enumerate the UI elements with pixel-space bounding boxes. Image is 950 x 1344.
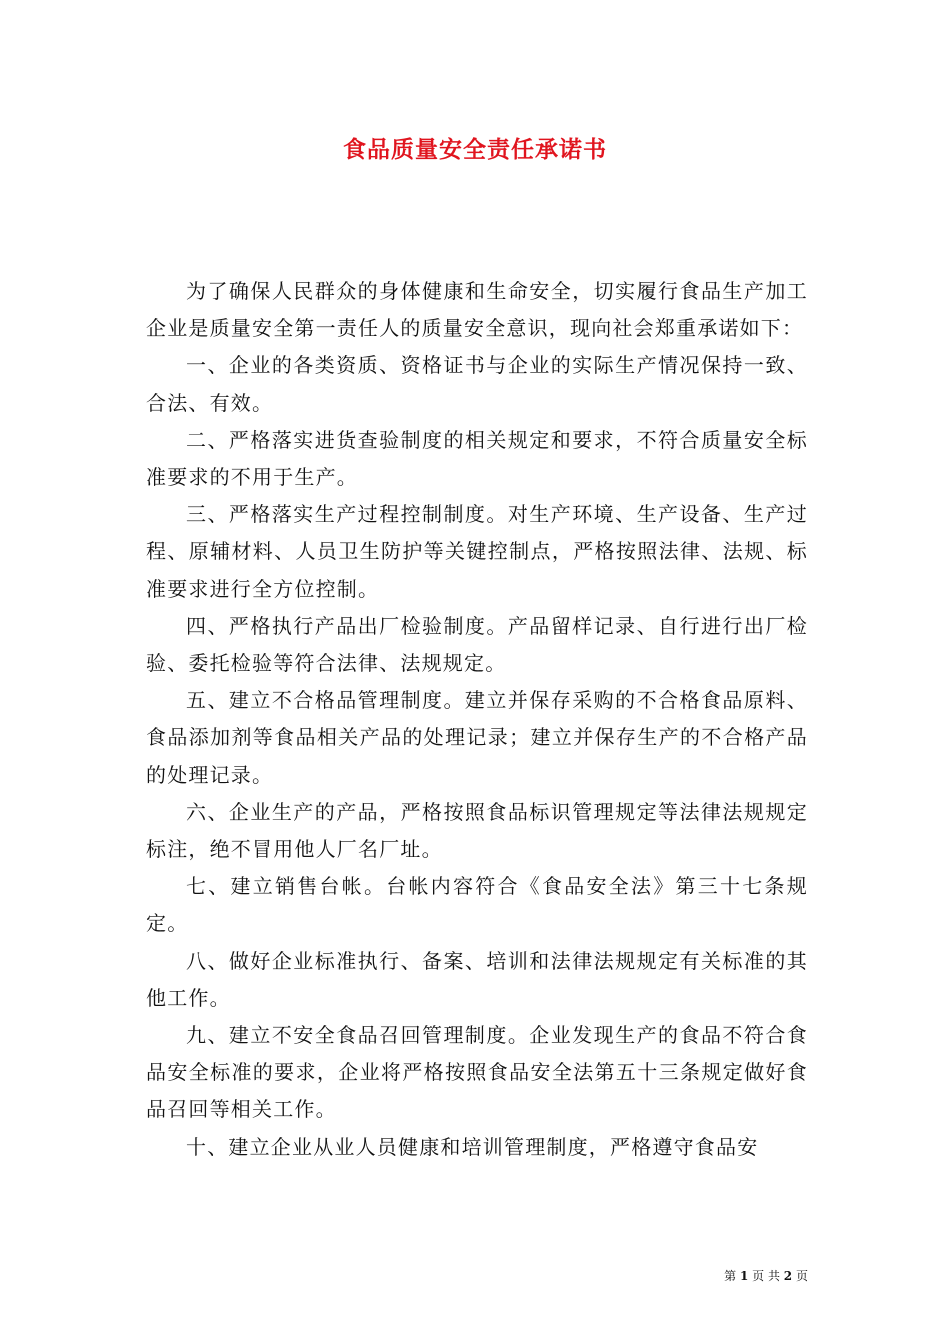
paragraph-intro: 为了确保人民群众的身体健康和生命安全，切实履行食品生产加工企业是质量安全第一责任人的质量安全意识，现向社会郑重承诺如下： [146, 279, 808, 341]
page-number-footer [724, 1268, 808, 1284]
document-body [146, 273, 808, 1166]
footer-prefix: 第 [724, 1269, 737, 1283]
footer-current-page: 1 [739, 1269, 749, 1283]
paragraph-item-4: 四、严格执行产品出厂检验制度。产品留样记录、自行进行出厂检验、委托检验等符合法律、法规规定。 [146, 613, 808, 676]
paragraph-item-5: 五、建立不合格品管理制度。建立并保存采购的不合格食品原料、食品添加剂等食品相关产品的处理记录；建立并保存生产的不合格产品的处理记录。 [146, 688, 808, 787]
paragraph-item-1: 一、企业的各类资质、资格证书与企业的实际生产情况保持一致、合法、有效。 [146, 353, 808, 415]
paragraph-item-3: 三、严格落实生产过程控制制度。对生产环境、生产设备、生产过程、原辅材料、人员卫生防护等关键控制点，严格按照法律、法规、标准要求进行全方位控制。 [146, 502, 808, 601]
footer-middle: 页 共 [752, 1269, 780, 1283]
paragraph-item-10: 十、建立企业从业人员健康和培训管理制度，严格遵守食品安 [186, 1134, 759, 1159]
footer-suffix: 页 [795, 1269, 808, 1283]
paragraph-item-2: 二、严格落实进货查验制度的相关规定和要求，不符合质量安全标准要求的不用于生产。 [146, 427, 808, 490]
paragraph-item-7: 七、建立销售台帐。台帐内容符合《食品安全法》第三十七条规定。 [146, 874, 808, 936]
paragraph-item-6: 六、企业生产的产品，严格按照食品标识管理规定等法律法规规定标注，绝不冒用他人厂名厂址。 [146, 799, 808, 862]
footer-total-pages: 2 [783, 1269, 793, 1283]
paragraph-item-9: 九、建立不安全食品召回管理制度。企业发现生产的食品不符合食品安全标准的要求，企业将严格按照食品安全法第五十三条规定做好食品召回等相关工作。 [146, 1023, 808, 1122]
paragraph-item-8: 八、做好企业标准执行、备案、培训和法律法规规定有关标准的其他工作。 [146, 948, 808, 1010]
document-title: 食品质量安全责任承诺书 [343, 137, 607, 163]
